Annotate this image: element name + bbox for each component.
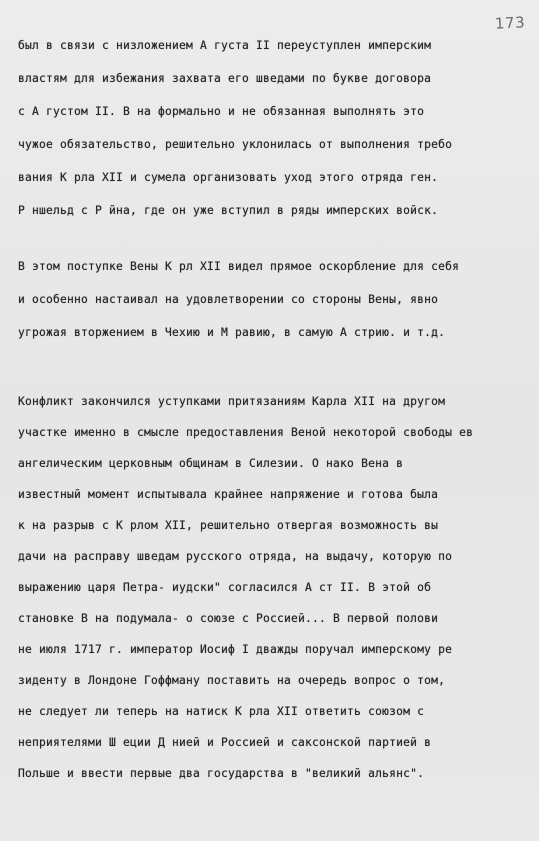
paragraph-1 — [18, 34, 528, 232]
text-line: с А густом II. В на формально и не обязанная выполнять это — [18, 105, 425, 118]
text-line: не следует ли теперь на натиск К рла XII ответить союзом с — [18, 705, 425, 718]
paragraph-3 — [18, 390, 528, 793]
text-line: властям для избежания захвата его шведами по букве договора — [18, 72, 432, 85]
paragraph-gap — [18, 232, 528, 255]
text-line: чужое обязательство, решительно уклонилась от выполнения требо — [18, 138, 453, 151]
text-line: вания К рла XII и сумела организовать уход этого отряда ген. — [18, 171, 439, 184]
text-line: Польше и ввести первые два государства в "великий альянс". — [18, 767, 425, 780]
text-line: выражению царя Петра- иудски" согласился А ст II. В этой об — [18, 581, 432, 594]
page-number: 173 — [494, 13, 526, 33]
paragraph-2 — [18, 255, 528, 354]
text-line: неприятелями Ш еции Д нией и Россией и саксонской партией в — [18, 736, 432, 749]
text-line: дачи на расправу шведам русского отряда, на выдачу, которую по — [18, 550, 453, 563]
text-line: В этом поступке Вены К рл XII видел прямое оскорбление для себя — [18, 260, 460, 273]
text-line: и особенно настаивал на удовлетворении со стороны Вены, явно — [18, 293, 439, 306]
paragraph-gap — [18, 354, 528, 390]
text-line: известный момент испытывала крайнее напряжение и готова была — [18, 488, 439, 501]
text-line: к на разрыв с К рлом XII, решительно отвергая возможность вы — [18, 519, 439, 532]
text-line: Конфликт закончился уступками притязаниям Карла XII на другом — [18, 395, 446, 408]
text-line: угрожая вторжением в Чехию и М равию, в самую А стрию. и т.д. — [18, 326, 446, 339]
text-line: зиденту в Лондоне Гоффману поставить на очередь вопрос о том, — [18, 674, 446, 687]
typed-text-body — [18, 34, 528, 793]
text-line: ангелическим церковным общинам в Силезии. О нако Вена в — [18, 457, 404, 470]
text-line: участке именно в смысле предоставления Веной некоторой свободы ев — [18, 426, 474, 439]
text-line: был в связи с низложением А густа II переуступлен имперским — [18, 39, 432, 52]
text-line: становке В на подумала- о союзе с Россией... В первой полови — [18, 612, 439, 625]
text-line: не июля 1717 г. император Иосиф I дважды поручал имперскому ре — [18, 643, 453, 656]
text-line: Р ншельд с Р йна, где он уже вступил в ряды имперских войск. — [18, 204, 439, 217]
